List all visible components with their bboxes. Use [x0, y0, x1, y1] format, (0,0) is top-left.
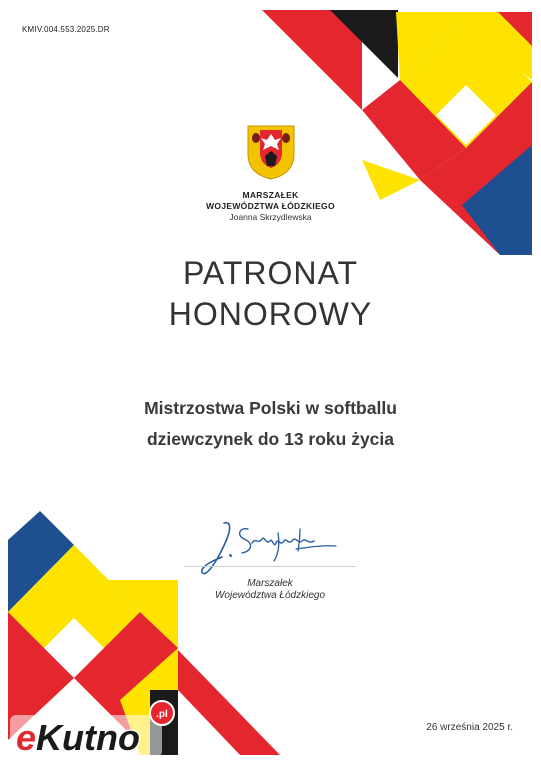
svg-text:eKutno: eKutno: [16, 717, 140, 758]
signatory-title: Marszałek: [247, 578, 293, 589]
event-title-line-2: dziewczynek do 13 roku życia: [146, 429, 395, 449]
authority-name: Joanna Skrzydlewska: [229, 212, 312, 222]
document-reference-number: KMIV.004.553.2025.DR: [22, 25, 110, 34]
document-date: 26 września 2025 r.: [426, 722, 513, 733]
coat-of-arms-icon: [246, 124, 296, 180]
authority-region: WOJEWÓDZTWA ŁÓDZKIEGO: [206, 201, 335, 211]
svg-text:.pl: .pl: [156, 709, 168, 720]
headline-line-1: PATRONAT: [182, 255, 359, 291]
headline-line-2: HONOROWY: [168, 296, 373, 332]
handwritten-signature: [196, 515, 341, 580]
signature-line: [184, 566, 356, 567]
ekutno-watermark-logo: [6, 699, 176, 761]
authority-title: MARSZAŁEK: [242, 190, 299, 200]
event-title-line-1: Mistrzostwa Polski w softballu: [144, 398, 397, 418]
signatory-region: Województwa Łódzkiego: [214, 590, 326, 601]
